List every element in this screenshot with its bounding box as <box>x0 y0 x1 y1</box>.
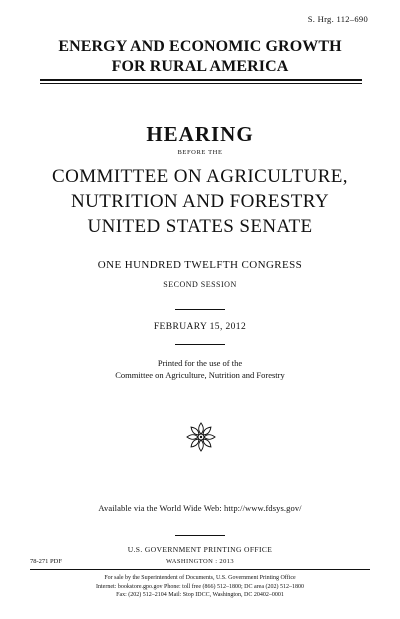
gpo-seal-icon <box>184 420 218 454</box>
printed-for-line-2: Committee on Agriculture, Nutrition and Forestry <box>115 369 285 380</box>
main-title <box>0 37 400 77</box>
place-year: WASHINGTON : 2013 <box>165 558 235 565</box>
committee-line-1: COMMITTEE ON AGRICULTURE, <box>52 166 348 187</box>
title-rule-thin <box>40 83 362 84</box>
bottom-rule <box>30 569 370 570</box>
committee-name <box>0 164 400 239</box>
sale-line-2: Internet: bookstore.gpo.gov Phone: toll free (866) 512–1800; DC area (202) 512–1800 <box>96 583 304 590</box>
printed-for-note <box>0 358 400 381</box>
congress-label: ONE HUNDRED TWELFTH CONGRESS <box>97 259 303 271</box>
committee-line-2: NUTRITION AND FORESTRY <box>71 191 329 212</box>
main-title-line-2: FOR RURAL AMERICA <box>111 58 289 75</box>
session-label: SECOND SESSION <box>163 280 237 289</box>
main-title-line-1: ENERGY AND ECONOMIC GROWTH <box>58 38 342 55</box>
divider-rule-3 <box>175 535 225 536</box>
divider-rule-2 <box>175 344 225 345</box>
before-the-label: BEFORE THE <box>177 149 223 156</box>
sale-line-1: For sale by the Superintendent of Documents, U.S. Government Printing Office <box>104 575 296 581</box>
printed-for-line-1: Printed for the use of the <box>157 358 243 368</box>
divider-rule-1 <box>175 309 225 310</box>
committee-line-3: UNITED STATES SENATE <box>87 216 313 237</box>
availability-note: Available via the World Wide Web: http://www.fdsys.gov/ <box>98 503 302 513</box>
hearing-label: HEARING <box>146 122 254 146</box>
sale-information <box>0 574 400 600</box>
title-rule-thick <box>40 79 362 81</box>
hearing-number: S. Hrg. 112–690 <box>307 14 368 24</box>
document-id: 78-271 PDF <box>30 558 62 565</box>
publisher-name: U.S. GOVERNMENT PRINTING OFFICE <box>127 545 273 554</box>
hearing-date: FEBRUARY 15, 2012 <box>153 322 247 332</box>
sale-line-3: Fax: (202) 512–2104 Mail: Stop IDCC, Washington, DC 20402–0001 <box>116 592 284 598</box>
